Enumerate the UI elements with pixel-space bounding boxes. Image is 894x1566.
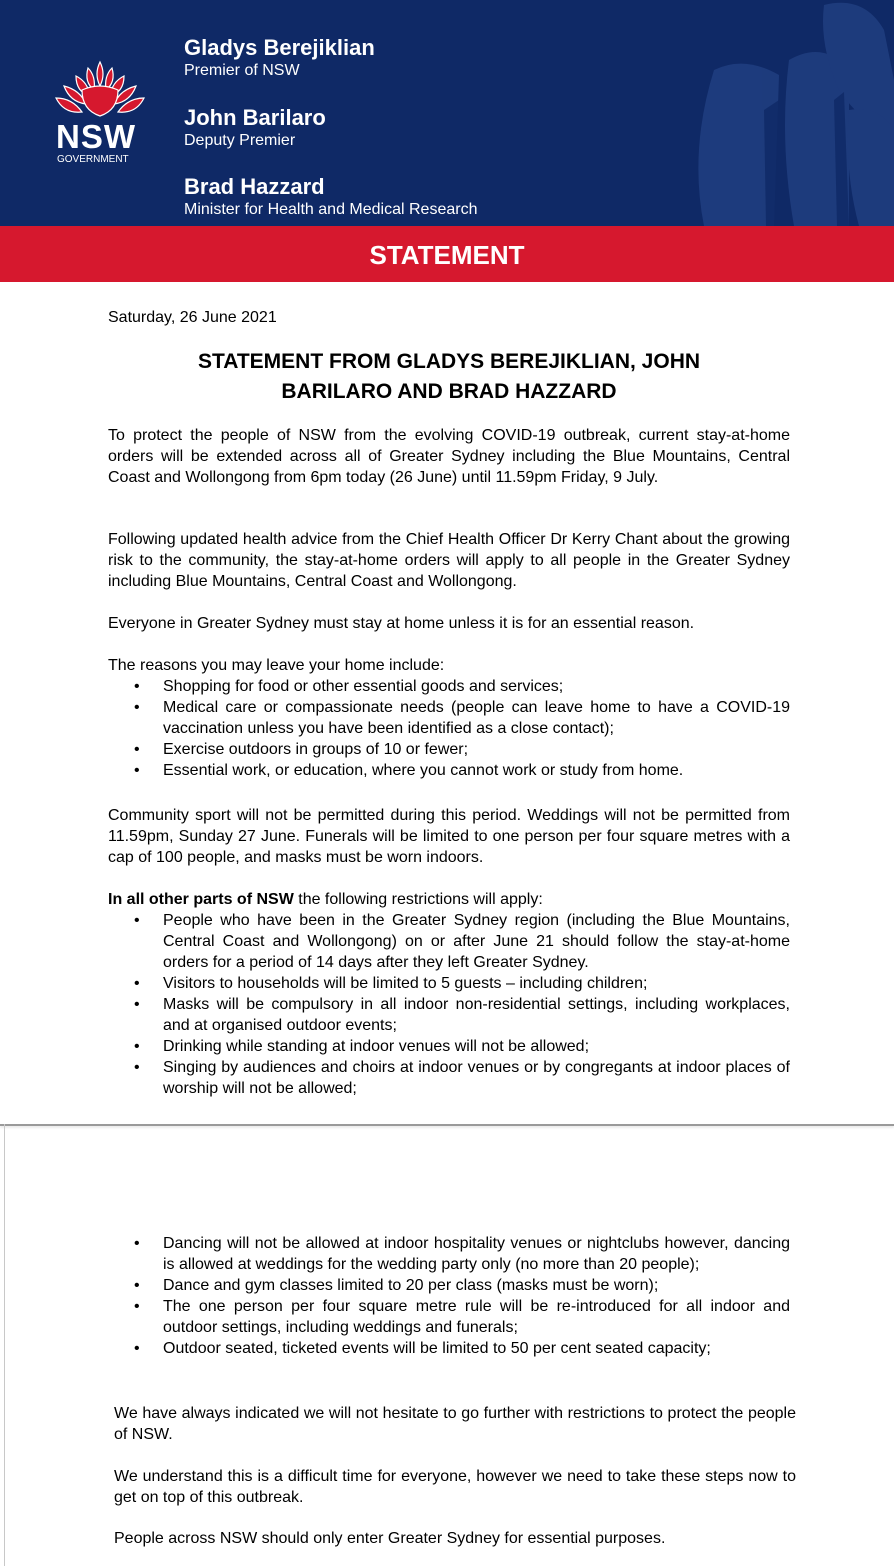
- list-item: • Visitors to households will be limited to 5 guests – including children;: [134, 975, 648, 992]
- bullet-icon: •: [134, 1235, 140, 1252]
- bullet-icon: •: [134, 1038, 140, 1055]
- bold-lead-in: In all other parts of NSW: [108, 891, 294, 908]
- restrictions-list-page2: [108, 1233, 790, 1359]
- reasons-list: [108, 676, 790, 781]
- list-item: • Masks will be compulsory in all indoor non-residential settings, including workplaces, and at organised outdoor events;: [134, 996, 790, 1034]
- paragraph-community-sport: Community sport will not be permitted during this period. Weddings will not be permitted from 11.59pm, Sunday 27 June. Funerals will be limited to one person per four square metres with a cap of 100 people, and masks must be worn indoors.: [108, 807, 790, 866]
- minister-name: Gladys Berejiklian: [184, 35, 375, 60]
- waratah-icon: [52, 60, 148, 122]
- nsw-government-logo: [52, 60, 148, 170]
- list-item: • Dancing will not be allowed at indoor hospitality venues or nightclubs however, dancing is allowed at weddings for the wedding party only (no more than 20 people);: [134, 1235, 790, 1273]
- bullet-icon: •: [134, 678, 140, 695]
- statement-title-line: STATEMENT FROM GLADYS BEREJIKLIAN, JOHN: [197, 350, 701, 373]
- list-item: • Dance and gym classes limited to 20 per class (masks must be worn);: [134, 1277, 659, 1294]
- logo-wordmark: NSW: [56, 118, 136, 155]
- paragraph-essential-reason: Everyone in Greater Sydney must stay at home unless it is for an essential reason.: [108, 615, 695, 632]
- bullet-icon: •: [134, 741, 140, 758]
- logo-subtitle: GOVERNMENT: [57, 154, 129, 165]
- list-item: • Medical care or compassionate needs (people can leave home to have a COVID-19 vaccination unless you have been identified as a close contact);: [134, 699, 790, 737]
- bullet-icon: •: [134, 912, 140, 929]
- paragraph-difficult-time: We understand this is a difficult time for everyone, however we need to take these steps now to get on top of this outbreak.: [114, 1468, 796, 1506]
- bullet-icon: •: [134, 975, 140, 992]
- statement-date: Saturday, 26 June 2021: [108, 309, 277, 326]
- bullet-icon: •: [134, 996, 140, 1013]
- bullet-icon: •: [134, 1277, 140, 1294]
- bullet-icon: •: [134, 1059, 140, 1076]
- page-break-divider: [0, 1106, 894, 1126]
- list-item: • Shopping for food or other essential goods and services;: [134, 678, 564, 695]
- list-item: • Outdoor seated, ticketed events will be limited to 50 per cent seated capacity;: [134, 1340, 711, 1357]
- list-item: • Singing by audiences and choirs at indoor venues or by congregants at indoor places of worship will not be allowed;: [134, 1059, 790, 1097]
- minister-role: Minister for Health and Medical Research: [184, 201, 478, 218]
- minister-name: John Barilaro: [184, 105, 326, 130]
- bullet-icon: •: [134, 1340, 140, 1357]
- bullet-icon: •: [134, 762, 140, 779]
- paragraph-reasons-intro: The reasons you may leave your home include:: [108, 657, 445, 674]
- paragraph-other-parts-intro: In all other parts of NSW the following restrictions will apply:: [108, 891, 543, 908]
- statement-title: [108, 347, 790, 407]
- waratah-watermark-decoration: [594, 0, 894, 226]
- statement-title-line: BARILARO AND BRAD HAZZARD: [281, 380, 617, 403]
- minister-role: Premier of NSW: [184, 62, 300, 79]
- paragraph-further-restrictions: We have always indicated we will not hesitate to go further with restrictions to protect the people of NSW.: [114, 1405, 796, 1443]
- minister-block-health: [184, 174, 477, 220]
- list-item: • Drinking while standing at indoor venues will not be allowed;: [134, 1038, 590, 1055]
- list-item: • Essential work, or education, where you cannot work or study from home.: [134, 762, 684, 779]
- header: [0, 0, 894, 226]
- minister-name: Brad Hazzard: [184, 174, 325, 199]
- paragraph-stay-at-home-extension: To protect the people of NSW from the evolving COVID-19 outbreak, current stay-at-home orders will be extended across all of Greater Sydney including the Blue Mountains, Central Coast and Wollongong from 6pm today (26 June) until 11.59pm Friday, 9 July.: [108, 427, 790, 486]
- statement-banner: STATEMENT: [0, 226, 894, 282]
- paragraph-essential-purposes: People across NSW should only enter Greater Sydney for essential purposes.: [114, 1530, 666, 1547]
- minister-block-deputy-premier: [184, 105, 326, 151]
- bullet-icon: •: [134, 1298, 140, 1315]
- list-item: • People who have been in the Greater Sydney region (including the Blue Mountains, Central Coast and Wollongong) on or after June 21 should follow the stay-at-home orders for a period of 14 days after they left Greater Sydney.: [134, 912, 790, 971]
- minister-role: Deputy Premier: [184, 132, 296, 149]
- list-item: • The one person per four square metre rule will be re-introduced for all indoor and outdoor settings, including weddings and funerals;: [134, 1298, 790, 1336]
- restrictions-list-page1: [108, 910, 790, 1099]
- minister-block-premier: [184, 35, 375, 81]
- bullet-icon: •: [134, 699, 140, 716]
- paragraph-health-advice: Following updated health advice from the Chief Health Officer Dr Kerry Chant about the growing risk to the community, the stay-at-home orders will apply to all people in the Greater Sydney including Blue Mountains, Central Coast and Wollongong.: [108, 531, 790, 590]
- list-item: • Exercise outdoors in groups of 10 or fewer;: [134, 741, 469, 758]
